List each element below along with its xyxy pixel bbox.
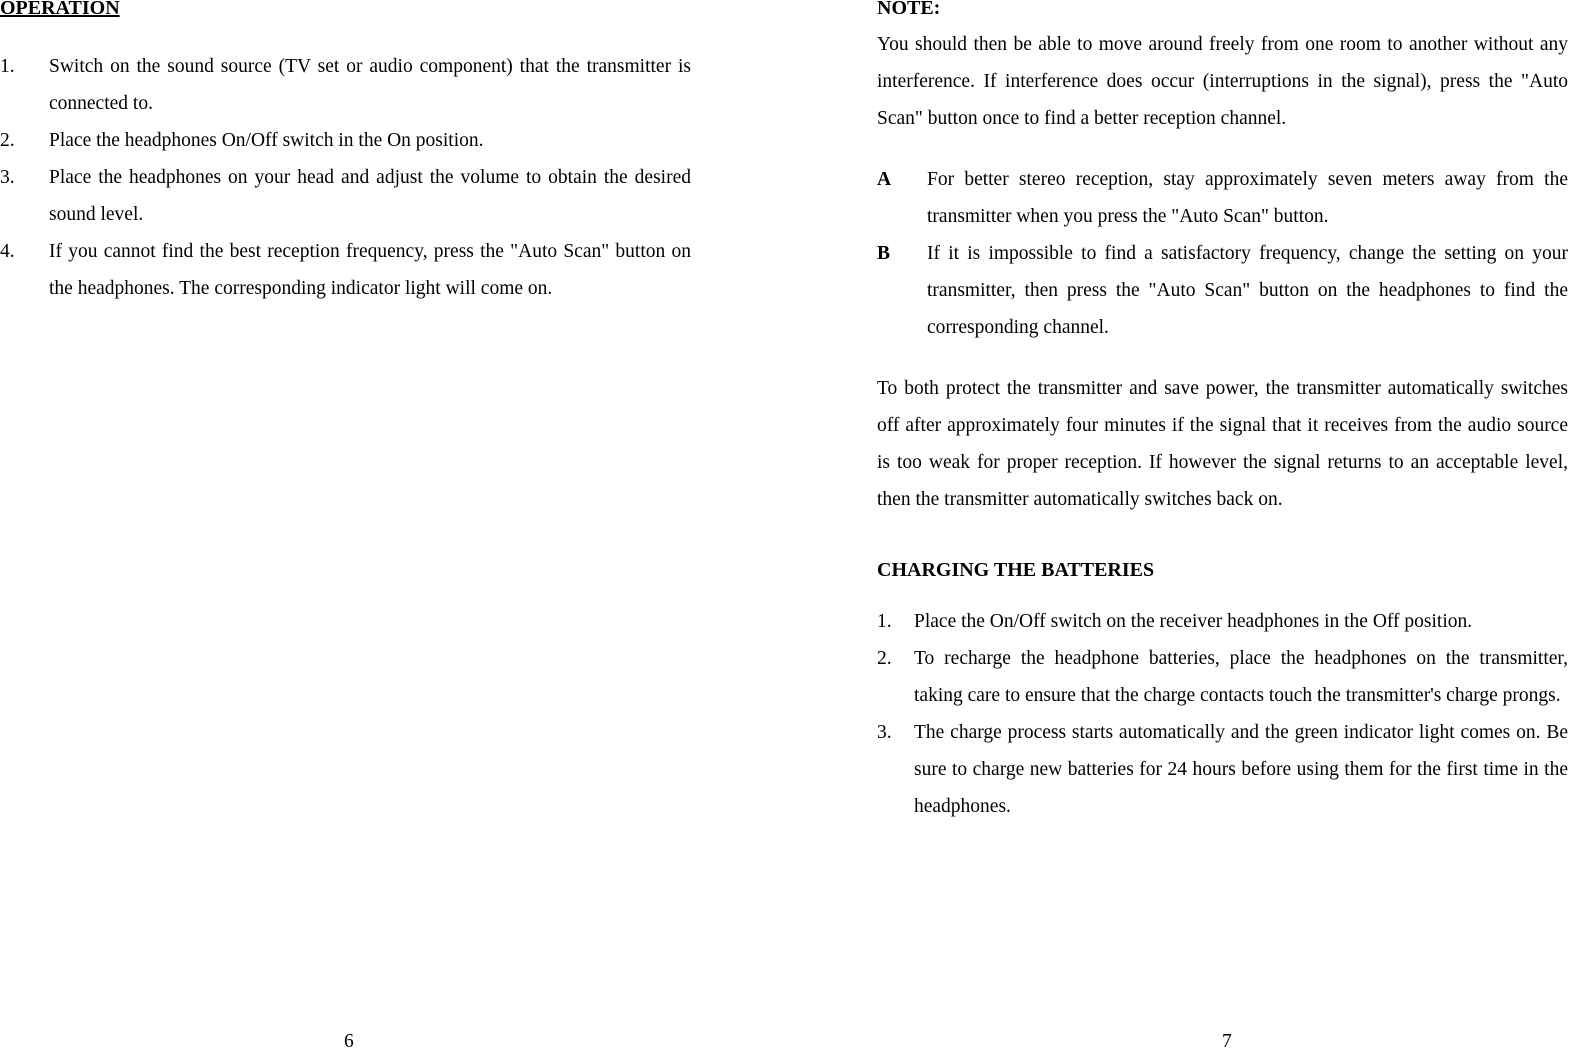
operation-heading: OPERATION — [0, 0, 120, 19]
left-page — [0, 0, 691, 307]
list-item — [877, 603, 1568, 640]
charging-steps — [877, 603, 1568, 825]
right-page — [877, 0, 1568, 825]
note-paragraph: You should then be able to move around freely from one room to another without any interference. If interference does occur (interruptions in the signal), press the "Auto Scan" button once to find a better reception channel. — [877, 34, 1568, 129]
list-item — [0, 159, 691, 233]
tip-text: For better stereo reception, stay approximately seven meters away from the transmitter when you press the "Auto Scan" button. — [927, 169, 1568, 227]
list-item — [877, 235, 1568, 346]
charging-heading: CHARGING THE BATTERIES — [877, 559, 1155, 581]
tips-list — [877, 161, 1568, 346]
step-text: Switch on the sound source (TV set or audio component) that the transmitter is connected to. — [49, 56, 691, 114]
tip-label: B — [877, 243, 891, 264]
list-item — [0, 122, 691, 159]
tip-text: If it is impossible to find a satisfactory frequency, change the setting on your transmitter, then press the "Auto Scan" button on the headphones to find the corresponding channel. — [927, 243, 1568, 338]
step-number: 3. — [0, 167, 15, 188]
power-paragraph: To both protect the transmitter and save power, the transmitter automatically switches off after approximately four minutes if the signal that it receives from the audio source is too weak for proper reception. If however the signal returns to an acceptable level, then the transmitter automatically switches back on. — [877, 378, 1568, 510]
step-number: 1. — [0, 56, 15, 77]
step-text: If you cannot find the best reception frequency, press the "Auto Scan" button on the headphones. The corresponding indicator light will come on. — [49, 241, 691, 299]
operation-steps — [0, 48, 691, 307]
step-text: Place the headphones on your head and adjust the volume to obtain the desired sound level. — [49, 167, 691, 225]
list-item — [877, 714, 1568, 825]
step-text: Place the headphones On/Off switch in the On position. — [49, 130, 484, 151]
page-number-right: 7 — [1222, 1031, 1232, 1052]
tip-label: A — [877, 169, 892, 190]
step-number: 3. — [877, 722, 892, 743]
note-heading: NOTE: — [877, 0, 941, 19]
list-item — [877, 640, 1568, 714]
step-number: 2. — [877, 648, 892, 669]
step-number: 4. — [0, 241, 15, 262]
list-item — [877, 161, 1568, 235]
step-text: The charge process starts automatically and the green indicator light comes on. Be sure to charge new batteries for 24 hours before using them for the first time in the headphones. — [914, 722, 1568, 817]
list-item — [0, 233, 691, 307]
step-text: To recharge the headphone batteries, place the headphones on the transmitter, taking care to ensure that the charge contacts touch the transmitter's charge prongs. — [914, 648, 1568, 706]
list-item — [0, 48, 691, 122]
step-number: 1. — [877, 611, 892, 632]
step-text: Place the On/Off switch on the receiver headphones in the Off position. — [914, 611, 1473, 632]
step-number: 2. — [0, 130, 15, 151]
page-number-left: 6 — [344, 1031, 354, 1052]
